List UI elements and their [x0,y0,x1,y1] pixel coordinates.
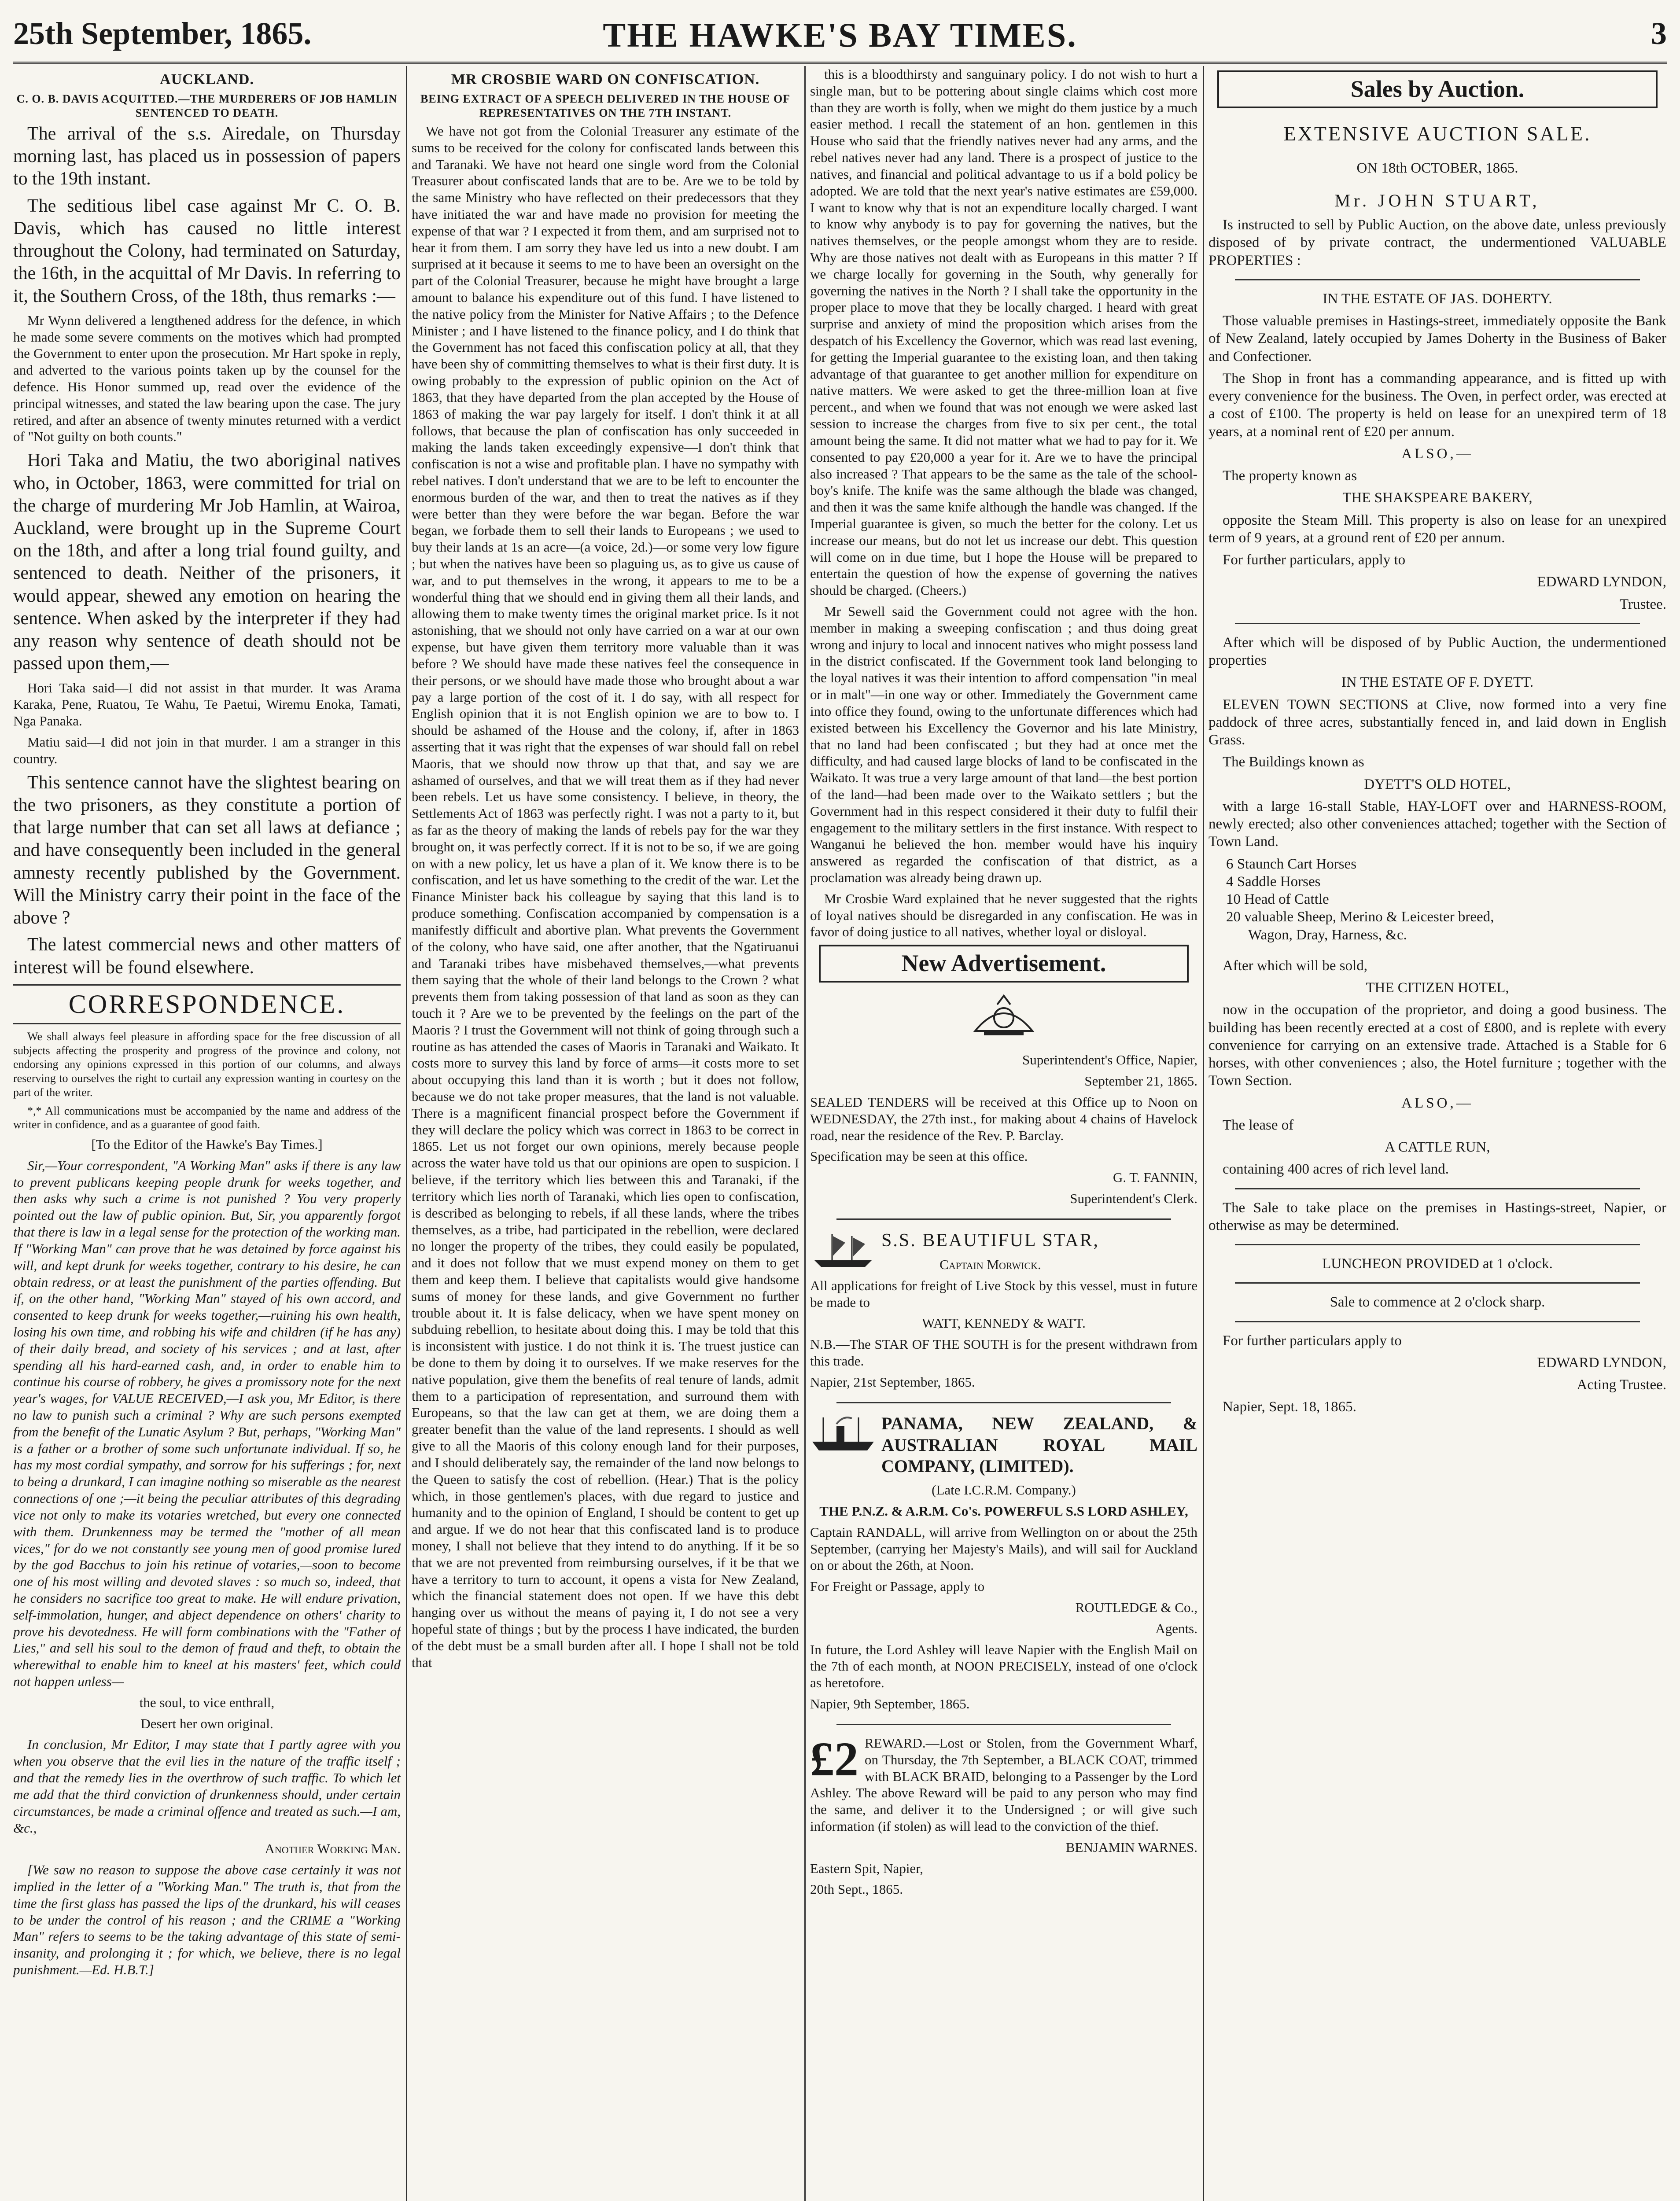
crosbie-ward-heading: MR CROSBIE WARD ON CONFISCATION. [451,71,760,88]
property-known: The property known as [1223,468,1357,484]
ad1-date: September 21, 1865. [1084,1073,1197,1089]
correspondence-notice: We shall always feel pleasure in affording space for the free discussion of all subjects affecting the prosperity and progress of the province and colony, not endorsing any opinions expressed in this portion of our columns, and always reserving to ourselves the right to curtail any expression wanting in courtesy on the part of the writer. [13,1030,401,1099]
editor-note: [We saw no reason to suppose the above case certainly it was not implied in the letter of a "Working Man." The truth is, that from the time the first glass has passed the lips of the drunkard, his will ceases to be under the control of his reason ; and the CRIME a "Working Man" refers to seems to be the taking advantage of this state of semi-insanity, and prolonging it ; for which, we believe, there is no legal punishment.—Ed. H.B.T.] [13,1862,401,1978]
prisoner-statement: Matiu said—I did not join in that murder. I am a stranger in this country. [13,734,401,766]
column-speech-and-ads [810,66,1197,2201]
section-separator [1235,279,1640,280]
ad1-signature: G. T. FANNIN, [1113,1170,1197,1185]
ad3-future: In future, the Lord Ashley will leave Napier with the English Mail on the 7th of each month, at NOON PRECISELY, instead of one o'clock as heretofore. [810,1642,1197,1691]
list-item: 4 Saddle Horses [1226,873,1321,890]
ad2-body: All applications for freight of Live Stock by this vessel, must in future be made to [810,1277,1197,1310]
ad3-date: Napier, 9th September, 1865. [810,1696,970,1712]
final-date: Napier, Sept. 18, 1865. [1223,1399,1356,1415]
section-separator [1235,1244,1640,1245]
town-sections: ELEVEN TOWN SECTIONS at Clive, now formed into a very fine paddock of three acres, substantially fenced in, and laid down in English Grass. [1208,696,1666,748]
citizen-hotel: THE CITIZEN HOTEL, [1366,980,1509,996]
correspondence-heading: CORRESPONDENCE. [13,984,401,1024]
ad3-late: (Late I.C.R.M. Company.) [932,1482,1076,1498]
speech-body: We have not got from the Colonial Treasurer any estimate of the sums to be received for the colony for confiscated lands between this and Taranaki. We have not heard one single word from the Colonial Treasurer about confiscated lands that are to be. Are we to be told by the same Ministry who have reflected on their predecessors that they have initiated the war and have made no provision for meeting the expense of that war ? I expected it from them, and am surprised not to hear it from them. I am sorry they have led us into a new doubt. I am surprised at it because it seems to me to have been an oversight on the part of the Colonial Treasurer, because he might have brought a large amount to balance his expenditure out of this fund. I have listened to the native policy from the Minister for Native Affairs ; to the Defence Minister ; and I have listened to the finance policy, and I do think that the Government has not faced this confiscation policy at all, that they have been shy of committing themselves to what is their first duty. It is owing probably to the expression of public opinion on the Act of 1863, that they have departed from the plan accepted by the House of 1863 of making the war pay largely for itself. I don't think it at all follows, that because the plan of confiscation has only succeeded in making the lands taken exceedingly expensive—I don't think that confiscation is not a wise and profitable plan. I have no sympathy with rebel natives. I don't understand that we are to be left to encounter the enormous burden of the war, and then to treat the natives as if they were better than they were before the war began. Before the war began, we forbade them to sell their lands to Europeans ; we used to buy their lands at 1s an acre—(a voice, 2d.)—or some very low figure ; but when the natives have been so plaguing us, as to give us cause of war, and to put themselves in the wrong, it appears to me to be a wonderful thing that we should end in giving them all their lands, and allowing them to make twenty times the original market price. Is it not astonishing, that we should not only have carried on a war at our own expense, but have given them territory more valuable than it was before ? We should have made these natives feel the consequence in their persons, or we should have made those who brought about a war pay a large portion of the cost of it. I do say, with all respect for English opinion that it is not English opinion we are to bow to. I should be ashamed of the House and the colony, if, after in 1863 asserting that it was right that the expenses of war should fall on rebel Maoris, that we should now throw up that that, and say we are ashamed of ourselves, and that we will treat them as if they had never been rebels. Let us have some consistency. I believe, in theory, the Settlements Act of 1863 was perfectly right. I was not a party to it, but as far as the theory of making the lands of rebels pay for the war they brought on, it was perfectly correct. If it is not to be so, if we are going on with a new policy, let us have a plan of it. We know there is to be confiscation, and let us have something to the credit of the war. Let the Finance Minister back his colleague by saying that this land is to produce something. Confiscation accompanied by compensation is a manifestly difficult and abortive plan. What prevents the Government of the colony, who have said, one after another, that the Ngatiruanui and Taranaki tribes have misbehaved themselves,—what prevents them saying that the whole of their land belongs to the Crown ? what prevents them from taking possession of that land as soon as they can touch it ? Are we to be prevented by the feelings on the part of the Maoris ? I trust the Government will not think of going through such a routine as has attended the cases of Maoris in Taranaki and Waikato. It costs more to survey this land by force of arms—it costs more to set about occupying this land than it is worth ; but it does not follow, because we do not take proper measures, that the land is not valuable. There is a magnificent financial prospect before the Government if they will declare the policy which was correct in 1863 to be correct in 1865. Let us not forget our own opinions, merely because people across the water have told us that our opinions are open to suspicion. I believe, if the territory which lies between this and Taranaki, if the territory which lies north of Taranaki, which lies open to confiscation, is described as belonging to rebels, if all these lands, where the tribes themselves, as a tribe, had participated in the rebellion, were declared no longer the property of the tribes, they could easily be populated, and it does not follow that we must expend money on them to get them and keep them. I believe that capitalists would give handsome sums of money for these lands, and give Government no further trouble about it. It is false delicacy, when we have spent money on subduing rebellion, to hesitate about doing this. I may be told that this is inconsistent with justice. I do not think it is. The truest justice can be done to them by doing it to ourselves. If we make reserves for the native population, give them the benefits of real tenure of lands, admit them to a participation of representation, and surround them with Europeans, so that the law can get at them, we are doing them a greater benefit than the value of the land represents. I should as well give to all the Maoris of this colony enough land for their purposes, and I should deliberately say, the remainder of the land now belongs to the Queen to satisfy the cost of rebellion. (Hear.) That is the policy which, in those gentlemen's places, with due regard to justice and humanity and to the opinion of England, I should be content to get up and argue. If we do not hear that this confiscated land is to produce money, I shall not believe that they intend to do anything. If it be so that we are not prevented from reimbursing ourselves, if it be that we have a territory to turn to account, it opens a vista for New Zealand, which the financial statement does not open. If we have this debt hanging over us without the means of paying it, I do not see a very hopeful state of things ; but by the process I have indicated, the burden of the debt must be a small burden after all. I hope I shall not be told that [412,123,799,1670]
ad1-signature-role: Superintendent's Clerk. [1070,1191,1197,1206]
ad4-body: REWARD.—Lost or Stolen, from the Government Wharf, on Thursday, the 7th September, a BLACK COAT, trimmed with BLACK BRAID, belonging to a Passenger by the Lord Ashley. The above Reward will be paid to any person who may find the same, and deliver it to the Undersigned ; or will give such information (if stolen) as will lead to the conviction of the thief. [810,1735,1197,1834]
auckland-quote: Mr Wynn delivered a lengthened address for the defence, in which he made some severe comments on the motives which had prompted the Government to enter upon the prosecution. Mr Hart spoke in reply, and adverted to the various points taken up by the counsel for the defence. His Honor summed up, read over the evidence of the principal witnesses, and stated the law bearing upon the case. The jury retired, and after an absence of twenty minutes returned with a verdict of "Not guilty on both counts." [13,312,401,445]
reward-amount: £2 [810,1732,858,1786]
ad2-agents: WATT, KENNEDY & WATT. [922,1315,1086,1331]
advert-separator [836,1402,1171,1403]
ad3-freight: For Freight or Passage, apply to [810,1579,985,1594]
sale-place: The Sale to take place on the premises in Hastings-street, Napier, or otherwise as may be determined. [1208,1200,1666,1233]
letter-address: [To the Editor of the Hawke's Bay Times.] [91,1137,323,1152]
new-advertisement-heading: New Advertisement. [819,945,1189,983]
sale-time: Sale to commence at 2 o'clock sharp. [1330,1294,1545,1310]
column-auckland-correspondence [13,66,401,2201]
section-separator [1235,1188,1640,1189]
ad1-body: SEALED TENDERS will be received at this Office up to Noon on WEDNESDAY, the 27th inst., for making about 4 chains of Havelock road, near the residence of the Rev. P. Barclay. [810,1094,1197,1143]
ward-explanation: Mr Crosbie Ward explained that he never suggested that the rights of loyal natives should be disregarded in any confiscation. He was in favor of doing justice to all natives, whether loyal or disloyal. [810,891,1197,940]
list-item: Wagon, Dray, Harness, &c. [1248,927,1407,943]
sailing-ship-icon [810,1229,876,1269]
auctioneer-name: Mr. JOHN STUART, [1334,191,1540,211]
cattle-run: A CATTLE RUN, [1385,1139,1490,1156]
list-item: 6 Staunch Cart Horses [1226,856,1357,872]
estate-dyett: IN THE ESTATE OF F. DYETT. [1341,674,1534,691]
advert-sealed-tenders [810,991,1197,1207]
trustee-role: Trustee. [1619,596,1666,612]
lease-of: The lease of [1223,1117,1294,1133]
auckland-para: The arrival of the s.s. Airedale, on Thursday morning last, has placed us in possession of papers to the 19th instant. [13,123,401,189]
issue-date: 25th September, 1865. [13,16,312,51]
list-item: 20 valuable Sheep, Merino & Leicester breed, [1226,909,1494,925]
verse-line: Desert her own original. [140,1715,273,1731]
advert-beautiful-star [810,1229,1197,1391]
auckland-para: This sentence cannot have the slightest bearing on the two prisoners, as they constitute a portion of that large number that can set all laws at defiance ; and have consequently been included in the general amnesty recently published by the Government. Will the Ministry carry their point in the face of the above ? [13,772,401,928]
acting-trustee-role: Acting Trustee. [1577,1377,1666,1393]
trustee-name: EDWARD LYNDON, [1537,574,1666,590]
verse-line: the soul, to vice enthrall, [139,1694,275,1710]
auckland-subhead: C. O. B. DAVIS ACQUITTED.—THE MURDERERS OF JOB HAMLIN SENTENCED TO DEATH. [16,92,398,120]
advert-panama-mail [810,1413,1197,1712]
further-particulars: For further particulars, apply to [1223,552,1406,568]
doherty-shop: The Shop in front has a commanding appearance, and is fitted up with every convenience for the business. The Oven, in perfect order, was erected at a cost of £100. The property is held on lease for an unexpired term of 18 years, at a nominal rent of £20 per annum. [1208,370,1666,440]
auckland-para: The seditious libel case against Mr C. O. B. Davis, which has caused no little interest throughout the Colony, had terminated on Saturday, the 16th, in the acquittal of Mr Davis. In referring to it, the Southern Cross, of the 18th, thus remarks :— [13,195,401,306]
ad4-date: 20th Sept., 1865. [810,1881,903,1897]
luncheon: LUNCHEON PROVIDED at 1 o'clock. [1322,1256,1553,1272]
section-separator [1235,623,1640,624]
royal-crest-icon [810,991,1197,1047]
auckland-para: Hori Taka and Matiu, the two aboriginal natives who, in October, 1863, were committed for trial on the charge of murdering Mr Job Hamlin, at Wairoa, Auckland, were brought up in the Supreme Court on the 18th, and after a long trial found guilty, and sentenced to death. Neither of the prisoners, it would appear, shewed any emotion on hearing the sentence. When asked by the interpreter if they had any reason why sentence of death should not be passed upon them,— [13,450,401,674]
column-sales-by-auction [1208,66,1666,2201]
speech-continued: this is a bloodthirsty and sanguinary policy. I do not wish to hurt a single man, but to be pottering about single claims which cost more than they are worth is folly, when we might do them justice by a much easier method. I recall the statement of an hon. gentlemen in this House who said that the friendly natives never had any arms, and the rebel natives never had any land. There is a prospect of justice to the natives, and financial and political advantage to us if a bold policy be adopted. We are told that the next year's native estimates are £59,000. I want to know why that is not an expenditure locally charged. I want to know why anybody is to pay for governing the natives, but the natives themselves, or the people amongst whom they are to reside. Why are those natives not dealt with as Europeans in this matter ? If we charge locally for governing in the South, why generally for governing the natives in the North ? I shall take the opportunity in the proper place to move that they be locally charged. I heard with great surprise and anxiety of mind the proposition which arises from the despatch of his Excellency the Governor, which was read last evening, for getting the Imperial guarantee to the existing loan, and then taking advantage of that guarantee to get another million for expenditure on native matters. We were asked to get the three-million loan at five percent., and when we found that was not enough we were asked last session to increase the charges from five to six per cent., the total amount being the same. It did not matter what we had to pay for it. We consented to pay £20,000 a year for it. Are we to have the principal also increased ? That appears to be the same as the tale of the school-boy's knife. The knife was the same although the blade was changed, and then it was the same knife although the handle was changed. If the Imperial guarantee is given, so much the better for the colony. Let us increase our means, but do not let us increase our debt. This question will come on in due time, but I hope the House will be prepared to entertain the question of how the expense of governing the natives should be charged. (Cheers.) [810,66,1197,598]
ad2-note: N.B.—The STAR OF THE SOUTH is for the present withdrawn from this trade. [810,1336,1197,1369]
advert-reward [810,1732,1197,1898]
masthead [13,13,1667,66]
page-number: 3 [1651,16,1667,51]
crosbie-ward-subhead: BEING EXTRACT OF A SPEECH DELIVERED IN THE HOUSE OF REPRESENTATIVES ON THE 7TH INSTANT. [420,92,791,120]
ad2-title: S.S. BEAUTIFUL STAR, [881,1230,1099,1251]
acting-trustee-name: EDWARD LYNDON, [1537,1354,1666,1371]
column-divider [406,66,407,2201]
after-which: After which will be disposed of by Public Auction, the undermentioned properties [1208,634,1666,669]
ad1-spec: Specification may be seen at this office. [810,1148,1028,1164]
estate-doherty: IN THE ESTATE OF JAS. DOHERTY. [1323,291,1552,307]
ad4-signature: BENJAMIN WARNES. [1065,1839,1197,1855]
shakspeare-bakery: THE SHAKSPEARE BAKERY, [1342,490,1533,506]
advert-separator [836,1218,1171,1220]
ad2-date: Napier, 21st September, 1865. [810,1374,975,1390]
auckland-heading: AUCKLAND. [160,71,254,88]
also-label: ALSO,— [1401,445,1474,462]
masthead-rule [13,62,1667,64]
prisoner-statement: Hori Taka said—I did not assist in that murder. It was Arama Karaka, Pene, Ruatou, Te Wahu, Te Paetui, Wiremu Enoka, Tamati, Nga Panaka. [13,680,401,729]
sewell-reply: Mr Sewell said the Government could not agree with the hon. member in making a sweeping confiscation ; and thus doing great wrong and injury to local and innocent natives who might possess land in the district confiscated. If the Government took land belonging to the loyal natives it was their intention to afford compensation "in meal or in malt"—in one way or other. Immediately the Government came into office they found, owing to the unfortunate differences which had existed between his Excellency the Governor and his late Ministry, that no land had been confiscated ; but they had at once met the difficulty, and had caused large blocks of land to be confiscated in the Waikato. It was true a very large amount of that land—the best portion of the land—had been made over to the Waikato settlers ; but the Government had in this respect considered it their duty to fulfil their engagement to the military settlers in the first instance. With respect to Wanganui he believed the hon. member would have his inquiry answered as regarded the confiscation of that district, as a proclamation was already being drawn up. [810,604,1197,885]
bakery-details: opposite the Steam Mill. This property is also on lease for an unexpired term of 9 years, at a ground rent of £20 per annum. [1208,512,1666,546]
further-particulars-2: For further particulars apply to [1223,1332,1402,1349]
citizen-details: now in the occupation of the proprietor, and doing a good business. The building has been recently erected at a cost of £800, and is replete with every convenience for carrying on an extensive trade. Attached is a Stable for 6 horses, with other conveniences ; also, the Hotel furniture ; together with the Town Section. [1208,1002,1666,1089]
ad3-agents: ROUTLEDGE & Co., [1075,1600,1197,1615]
correspondence-notice-2: *,* All communications must be accompanied by the name and address of the writer in confidence, and as a guarantee of good faith. [13,1104,401,1131]
list-item: 10 Head of Cattle [1226,891,1329,908]
section-separator [1235,1282,1640,1284]
ad3-ship: THE P.N.Z. & A.R.M. Co's. POWERFUL S.S LORD ASHLEY, [819,1503,1188,1519]
letter-body: Sir,—Your correspondent, "A Working Man" asks if there is any law to prevent publicans keeping people drunk for weeks together, and then asks why such a crime is not punished ? You very properly pointed out the law of public opinion. But, Sir, you apparently forgot that there is law in a legal sense for the protection of the working man. If "Working Man" can prove that he was detained by force against his will, and kept drunk for weeks together, contrary to his desire, he can obtain redress, or at least the punishment of the parties offending. But if, on the other hand, "Working Man" stayed of his own accord, and consented to keep drunk for weeks together,—ruining his own health, losing his own time, and robbing his wife and children (if he has any) of their daily bread, and society of his services ; and at last, after spending all his hard-earned cash, and, in order to enable him to continue his course of robbery, he gives a promissory note for the next year's wages, for VALUE RECEIVED,—I ask you, Mr Editor, is there no law to punish such a criminal ? Why are such persons exempted from the benefit of the Lunatic Asylum ? But, perhaps, "Working Man" is a father or a brother of some such unfortunate individual. If so, he has my most cordial sympathy, and sorrow for his sufferings ; for, next to being a drunkard, I can imagine nothing so miserable as the nearest connections of one ;—it being the peculiar attributes of this degrading vice not only to make its votaries wretched, but every one connected with them. Drunkenness may be termed the "mother of all mean vices," for do we not constantly see young men of good promise lured by the god Bacchus to join his retinue of votaries,—soon to become one of his most willing and devoted slaves : so much so, indeed, that he considers no sacrifice too great to make. He will endure privation, self-immolation, hunger, and abject dependence on others' charity to prove his devotedness. He will form combinations with the "Father of Lies," and sell his soul to the demon of fraud and theft, to obtain the wherewithal to enable him to kneel at his masters' feet, which could not happen unless— [13,1157,401,1689]
section-separator [1235,1321,1640,1322]
after-which-sold: After which will be sold, [1223,957,1368,974]
column-crosbie-ward [412,66,799,2201]
sales-by-auction-heading: Sales by Auction. [1217,70,1658,108]
hotel-details: with a large 16-stall Stable, HAY-LOFT over and HARNESS-ROOM, newly erected; also other conveniences attached; together with the Section of Town Land. [1208,798,1666,850]
dyetts-old-hotel: DYETT'S OLD HOTEL, [1364,776,1511,792]
ad2-captain: Captain Morwick. [939,1257,1041,1273]
auction-intro: Is instructed to sell by Public Auction, on the above date, unless previously disposed of by private contract, the undermentioned VALUABLE PROPERTIES : [1208,217,1666,269]
auckland-para: The latest commercial news and other matters of interest will be found elsewhere. [13,935,401,978]
ad3-agents-role: Agents. [1155,1620,1197,1636]
also-label: ALSO,— [1401,1095,1474,1111]
ad3-body: Captain RANDALL, will arrive from Wellington on or about the 25th September, (carrying her Majesty's Mails), and will sail for Auckland on or about the 26th, at Noon. [810,1524,1197,1573]
doherty-premises: Those valuable premises in Hastings-street, immediately opposite the Bank of New Zealand, lately occupied by James Doherty in the Business of Baker and Confectioner. [1208,313,1666,364]
auction-headline: EXTENSIVE AUCTION SALE. [1283,122,1592,145]
buildings-known: The Buildings known as [1223,754,1364,770]
ad4-place: Eastern Spit, Napier, [810,1860,924,1876]
column-divider [1203,66,1204,2201]
newspaper-title: THE HAWKE'S BAY TIMES. [603,16,1077,54]
steamship-icon [810,1413,876,1453]
ad1-office: Superintendent's Office, Napier, [1022,1052,1197,1068]
ad3-title: PANAMA, NEW ZEALAND, & AUSTRALIAN ROYAL MAIL COMPANY, (LIMITED). [881,1413,1197,1476]
livestock-list [1208,855,1666,944]
auction-date: ON 18th OCTOBER, 1865. [1356,160,1518,176]
letter-signature: Another Working Man. [265,1841,401,1857]
advert-separator [836,1724,1171,1725]
letter-conclusion: In conclusion, Mr Editor, I may state that I partly agree with you when you observe that the evil lies in the nature of the traffic itself ; and that the remedy lies in the overthrow of such traffic. To which let me add that the third conviction of drunkenness should, under certain circumstances, be made a criminal offence and treated as such.—I am, &c., [13,1737,401,1836]
column-divider [804,66,806,2201]
cattle-run-details: containing 400 acres of rich level land. [1223,1161,1449,1178]
